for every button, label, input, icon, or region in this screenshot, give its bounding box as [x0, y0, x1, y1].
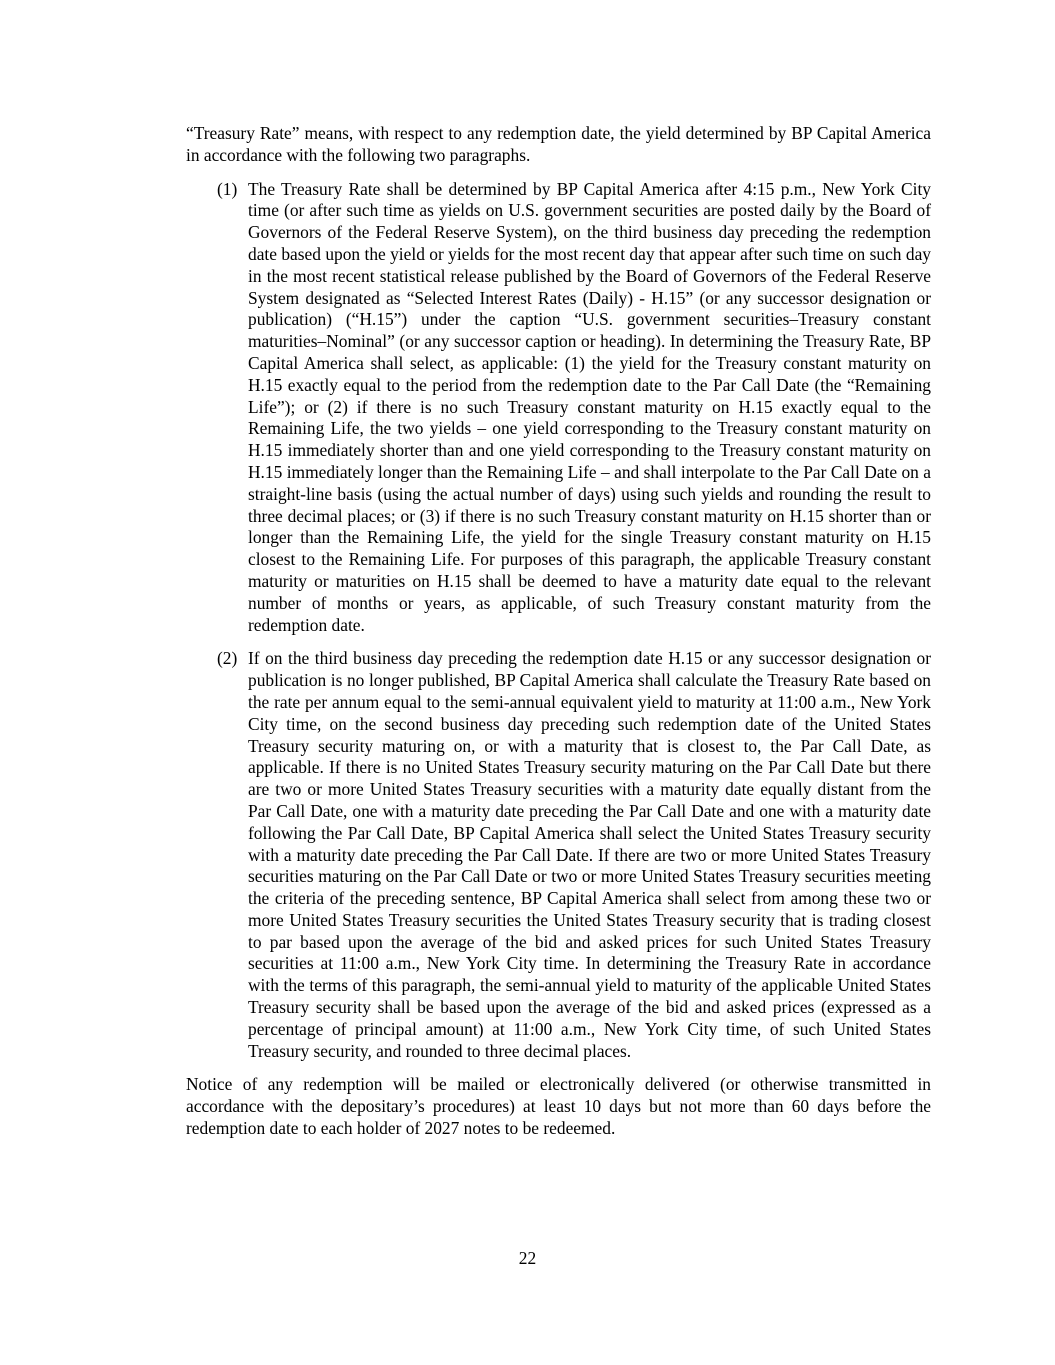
list-item-text: If on the third business day preceding the redemption date H.15 or any successor designation or publication is no longer published, BP Capital America shall calculate the Treasury Rate based on the rate per annum equal to the semi-annual equivalent yield to maturity at 11:00 a.m., New York City time, on the second business day preceding such redemption date of the United States Treasury security maturing on, or with a maturity that is closest to, the Par Call Date, as applicable. If there is no United States Treasury security maturing on the Par Call Date but there are two or more United States Treasury securities with a maturity date equally distant from the Par Call Date, one with a maturity date preceding the Par Call Date and one with a maturity date following the Par Call Date, BP Capital America shall select the United States Treasury security with a maturity date preceding the Par Call Date. If there are two or more United States Treasury securities maturing on the Par Call Date or two or more United States Treasury securities meeting the criteria of the preceding sentence, BP Capital America shall select from among these two or more United States Treasury securities the United States Treasury security that is trading closest to par based upon the average of the bid and asked prices for such United States Treasury securities at 11:00 a.m., New York City time. In determining the Treasury Rate in accordance with the terms of this paragraph, the semi-annual yield to maturity of the applicable United States Treasury security shall be based upon the average of the bid and asked prices (expressed as a percentage of principal amount) at 11:00 a.m., New York City time, of such United States Treasury security, and rounded to three decimal places. — [248, 648, 931, 1061]
document-body — [186, 123, 931, 1152]
list-item — [186, 648, 931, 1062]
page-number: 22 — [518, 1248, 537, 1268]
list-item-number: (2) — [217, 648, 238, 669]
list-item-number: (1) — [217, 178, 238, 199]
list-item — [186, 179, 931, 637]
list-item-text: The Treasury Rate shall be determined by BP Capital America after 4:15 p.m., New York City time (or after such time as yields on U.S. government securities are posted daily by the Board of Governors of the Federal Reserve System), on the third business day preceding the redemption date based upon the yield or yields for the most recent day that appear after such time on such day in the most recent statistical release published by the Board of Governors of the Federal Reserve System designated as “Selected Interest Rates (Daily) - H.15” (or any successor designation or publication) (“H.15”) under the caption “U.S. government securities–Treasury constant maturities–Nominal” (or any successor caption or heading). In determining the Treasury Rate, BP Capital America shall select, as applicable: (1) the yield for the Treasury constant maturity on H.15 exactly equal to the period from the redemption date to the Par Call Date (the “Remaining Life”); or (2) if there is no such Treasury constant maturity on H.15 exactly equal to the Remaining Life, the two yields – one yield corresponding to the Treasury constant maturity on H.15 immediately shorter than and one yield corresponding to the Treasury constant maturity on H.15 immediately longer than the Remaining Life – and shall interpolate to the Par Call Date on a straight-line basis (using the actual number of days) using such yields and rounding the result to three decimal places; or (3) if there is no such Treasury constant maturity on H.15 shorter than or longer than the Remaining Life, the yield for the single Treasury constant maturity on H.15 closest to the Remaining Life. For purposes of this paragraph, the applicable Treasury constant maturity or maturities on H.15 shall be deemed to have a maturity date equal to the relevant number of months or years, as applicable, of such Treasury constant maturity from the redemption date. — [248, 178, 931, 635]
treasury-rate-definition: “Treasury Rate” means, with respect to any redemption date, the yield determined by BP Capital America in accordance with the following two paragraphs. — [186, 123, 931, 165]
redemption-notice-paragraph: Notice of any redemption will be mailed or electronically delivered (or otherwise transmitted in accordance with the depositary’s procedures) at least 10 days but not more than 60 days before the redemption date to each holder of 2027 notes to be redeemed. — [186, 1074, 931, 1139]
